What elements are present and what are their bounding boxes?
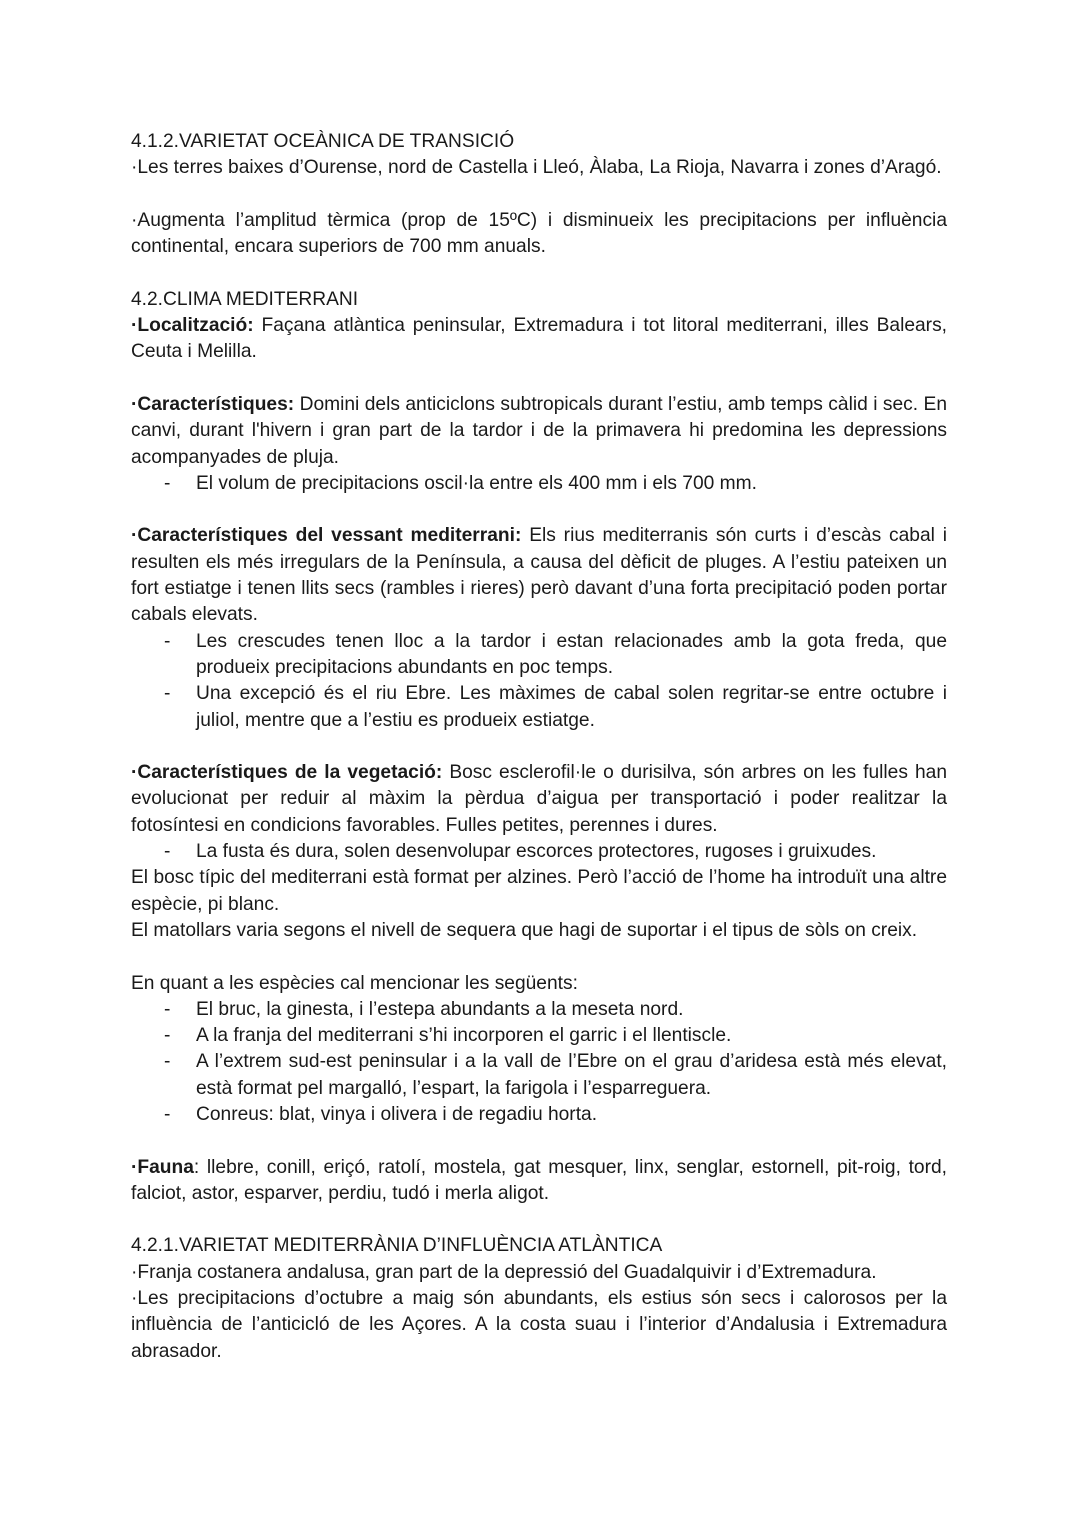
list-item: - El bruc, la ginesta, i l’estepa abundants a la meseta nord. xyxy=(131,997,947,1023)
paragraph: El matollars varia segons el nivell de sequera que hagi de suportar i el tipus de sòls on creix. xyxy=(131,919,918,941)
paragraph: ·Franja costanera andalusa, gran part de la depressió del Guadalquivir i d’Extremadura. xyxy=(131,1261,877,1283)
vegetacio-paragraph: ·Característiques de la vegetació: Bosc esclerofil·le o durisilva, són arbres on les fulles han evolucionat per reduir al màxim la pèrdua d’aigua per transportació i poder realitzar la fotosíntesi en condicions favorables. Fulles petites, perennes i dures. xyxy=(131,762,947,836)
term-label: ·Característiques: xyxy=(131,393,295,415)
fauna-paragraph: ·Fauna: llebre, conill, eriçó, ratolí, mostela, gat mesquer, linx, senglar, estornell, pit-roig, tord, falciot, astor, esparver, perdiu, tudó i merla aligot. xyxy=(131,1156,947,1204)
term-label: ·Localització: xyxy=(131,315,254,337)
paragraph: ·Les precipitacions d’octubre a maig són abundants, els estius són secs i calorosos per la influència de l’anticicló de les Açores. A la costa suau i l’interior d’Andalusia i Extremadura abrasador. xyxy=(131,1288,947,1362)
list-item: - A l’extrem sud-est peninsular i a la vall de l’Ebre on el grau d’aridesa està més elevat, està format pel margalló, l’espart, la farigola i l’esparreguera. xyxy=(131,1049,947,1102)
section-heading-4-2-1: 4.2.1.VARIETAT MEDITERRÀNIA D’INFLUÈNCIA ATLÀNTICA xyxy=(131,1235,663,1257)
especies-intro: En quant a les espècies cal mencionar les següents: xyxy=(131,972,578,994)
term-label: ·Fauna xyxy=(131,1156,194,1178)
list-item: - A la franja del mediterrani s’hi incorporen el garric i el llentiscle. xyxy=(131,1023,947,1049)
list-item: - La fusta és dura, solen desenvolupar escorces protectores, rugoses i gruixudes. xyxy=(131,839,947,865)
section-heading-4-2: 4.2.CLIMA MEDITERRANI xyxy=(131,288,359,310)
caracteristiques-paragraph: ·Característiques: Domini dels anticiclons subtropicals durant l’estiu, amb temps càlid i sec. En canvi, durant l'hivern i gran part de la tardor i de la primavera hi predomina les depressions acompanyades de pluja. xyxy=(131,393,947,468)
list-item: - Una excepció és el riu Ebre. Les màximes de cabal solen regritar-se entre octubre i juliol, mentre que a l’estiu es produeix estiatge. xyxy=(131,681,947,734)
paragraph: ·Les terres baixes d’Ourense, nord de Castella i Lleó, Àlaba, La Rioja, Navarra i zones d’Aragó. xyxy=(131,157,942,179)
list-item: - Les crescudes tenen lloc a la tardor i estan relacionades amb la gota freda, que produeix precipitacions abundants en poc temps. xyxy=(131,629,947,682)
list-item: - El volum de precipitacions oscil·la entre els 400 mm i els 700 mm. xyxy=(131,471,947,497)
document-body xyxy=(131,129,947,1365)
paragraph: El bosc típic del mediterrani està format per alzines. Però l’acció de l’home ha introduït una altre espècie, pi blanc. xyxy=(131,867,947,915)
bullet-list xyxy=(131,997,947,1128)
term-label: ·Característiques de la vegetació: xyxy=(131,762,443,784)
bullet-list xyxy=(131,839,947,865)
paragraph: ·Augmenta l’amplitud tèrmica (prop de 15ºC) i disminueix les precipitacions per influència continental, encara superiors de 700 mm anuals. xyxy=(131,209,947,258)
vessant-paragraph: ·Característiques del vessant mediterrani: Els rius mediterranis són curts i d’escàs cabal i resulten els més irregulars de la Península, a causa del dèficit de pluges. A l’estiu pateixen un fort estiatge i tenen llits secs (rambles i rieres) però davant d’una forta precipitació poden portar cabals elevats. xyxy=(131,525,947,626)
section-heading-4-1-2: 4.1.2.VARIETAT OCEÀNICA DE TRANSICIÓ xyxy=(131,131,515,152)
bullet-list xyxy=(131,629,947,734)
localitzacio-paragraph: ·Localització: Façana atlàntica peninsular, Extremadura i tot litoral mediterrani, illes Balears, Ceuta i Melilla. xyxy=(131,315,947,363)
list-item: - Conreus: blat, vinya i olivera i de regadiu horta. xyxy=(131,1102,947,1128)
bullet-list xyxy=(131,471,947,497)
term-label: ·Característiques del vessant mediterrani: xyxy=(131,525,522,547)
